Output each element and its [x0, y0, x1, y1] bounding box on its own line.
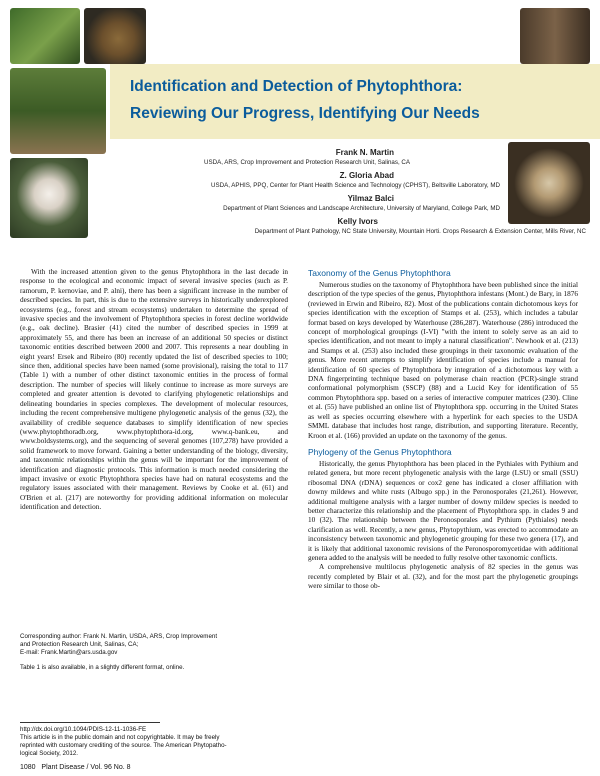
- public-domain-line-1: This article is in the public domain and not copyrightable. It may be freely: [20, 734, 220, 741]
- author-affiliation-3: Department of Plant Sciences and Landscape Architecture, University of Maryland, College Park, MD: [223, 205, 500, 212]
- leaf-lesion-photo: [10, 8, 80, 64]
- author-affiliation-2: USDA, APHIS, PPQ, Center for Plant Health Science and Technology (CPHST), Beltsville Laboratory, MD: [211, 182, 500, 189]
- correspondence-block: [20, 633, 288, 672]
- title-line-2: Reviewing Our Progress, Identifying Our Needs: [130, 105, 480, 122]
- author-affiliation-4: Department of Plant Pathology, NC State University, Mountain Horti. Crops Research & Extension Center, Mills River, NC: [254, 228, 586, 235]
- intro-paragraph: With the increased attention given to the genus Phytophthora in the last decade in response to the ecological and economic impact of several invasive species (such as P. ramorum, P. kernoviae, and P. alni), there has been a significant increase in the number of described species. In part, this is due to the extensive surveys in historically underexplored ecosystems (e.g., forest and stream ecosystems) undertaken to determine the spread of invasive species and the involvement of Phytophthora species in forest decline worldwide (e.g., oak decline). Brasier (41) cited the number of described species in 1999 at approximately 55, and there has been an increase of an additional 50 species or distinct taxonomic entities described between 2000 and 2007. This represents a near doubling in eight years! Ersek and Ribeiro (80) recently updated the list of described species to 100; since then, additional species have been named (some provisional), raising the total to 117 (Table 1) with a number of other distinct taxonomic entities in the process of formal description. The number of species will likely continue to increase as more surveys are completed and greater attention is devoted to clarifying phylogenetic relationships and delineating boundaries in species complexes. The development of molecular resources, including the recent comprehensive multigene phylogenetic analysis of the genus (32), the availability of credible sequence databases to simplify identification of new species (www.phytophthoradb.org, www.phytophthora-id.org, www.q-bank.eu, and www.boldsystems.org), and the sequencing of several genomes (107,278) have provided a solid framework to move forward. Gaining a better understanding of the biology, diversity, and taxonomic relationships within the genus will be important for the improvement of identification and diagnostic protocols. This information is much needed considering the impact invasive or exotic Phytophthora species have had on natural ecosystems and the regulatory issues associated with their management. Reviews by Cooke et al. (61) and O'Brien et al. (217) are noteworthy for providing additional information on molecular identification and detection.: [20, 268, 288, 512]
- left-column: [20, 268, 288, 513]
- fruit-rot-photo: [84, 8, 146, 64]
- author-name-1: Frank N. Martin: [335, 148, 394, 157]
- corresponding-author: Corresponding author: Frank N. Martin, USDA, ARS, Crop Improvement: [20, 633, 218, 640]
- corresponding-author-unit: and Protection Research Unit, Salinas, CA;: [20, 641, 139, 648]
- page-footer: 1080 Plant Disease / Vol. 96 No. 8: [20, 764, 131, 771]
- corresponding-email: E-mail: Frank.Martin@ars.usda.gov: [20, 649, 118, 656]
- phylogeny-paragraph-1: Historically, the genus Phytophthora has been placed in the Pythiales with Pythium and related genera, but more recent phylogenetic analysis with the large (LSU) or small (SSU) ribosomal DNA (rDNA) sequences or cox2 gene has indicated a closer affiliation with downy mildews and white rusts (Albugo spp.) in the Peronosporales (21,261). However, additional multigene analysis with a larger number of downy mildew species is needed to better characterize this relationship and the placement of Phytophthora spp. in clades 9 and 10 (32). The relationship between the Peronosporales and Pythium (Pythiales) needs clarification as well. Recently, a new genus, Phytopythium, was erected to accommodate an inconsistency between taxonomic and phylogenetic grouping for these two genera (17), and it is likely that additional taxonomic revisions of the Peronosporomycetidae with additional genera added to the analysis will be needed to fully resolve other taxonomic conflicts.: [308, 459, 578, 562]
- tree-trunk-photo: [520, 8, 590, 64]
- phylogeny-paragraph-2: A comprehensive multilocus phylogenetic analysis of 82 species in the genus was recently completed by Blair et al. (32), and for the most part the phylogenetic groupings were similar to those ob-: [308, 563, 578, 591]
- author-name-4: Kelly Ivors: [337, 217, 378, 226]
- title-line-1: Identification and Detection of Phytophthora:: [130, 78, 463, 95]
- author-name-2: Z. Gloria Abad: [339, 171, 394, 180]
- section-heading-taxonomy: Taxonomy of the Genus Phytophthora: [308, 268, 451, 278]
- title-band: [110, 64, 600, 139]
- copyright-block: [20, 726, 288, 758]
- doi-link[interactable]: http://dx.doi.org/10.1094/PDIS-12-11-1036-FE: [20, 726, 147, 733]
- section-heading-phylogeny: Phylogeny of the Genus Phytophthora: [308, 446, 452, 457]
- footnote-rule: [20, 722, 160, 723]
- table-note: Table 1 is also available, in a slightly different format, online.: [20, 664, 185, 671]
- public-domain-line-3: logical Society, 2012.: [20, 750, 79, 757]
- author-affiliation-1: USDA, ARS, Crop Improvement and Protection Research Unit, Salinas, CA: [204, 159, 410, 166]
- forest-decline-photo: [10, 68, 106, 154]
- article-header: [10, 8, 590, 266]
- sporangia-photo: [508, 142, 590, 224]
- public-domain-line-2: reprinted with customary crediting of the source. The American Phytopatho-: [20, 742, 227, 749]
- author-name-3: Yilmaz Balci: [347, 194, 394, 203]
- white-flower-photo: [10, 158, 88, 238]
- taxonomy-paragraph: Numerous studies on the taxonomy of Phytophthora have been published since the initial description of the type species of the genus, Phytophthora infestans (Mont.) de Bary, in 1876 (reviewed in Erwin and Ribeiro, 82). Most of the publications contain dichotomous keys for species identification with the exception of Stamps et al. (253), which includes a tabular format based on keys developed by Waterhouse (286,287). Waterhouse (286) introduced the concept of morphological groupings (I-VI) "with the intent to solely serve as an aid to species identification, and not meant to imply a natural classification". Newhook et al. (213) and Stamps et al. (253) also included these groupings in their taxonomic evaluation of the genus. More recent attempts to simplify identification of species include a manual for identification of 60 species of Phytophthora by integration of a dichotomous key with a DNA fingerprinting technique based on polymerase chain reaction (PCR)-single strand conformational polymorphism (SSCP) (88) and a Lucid Key for identification of 55 common Phytophthora spp. based on a series of interactive computer matrices (230). Cline et al. (55) have published an online list of Phytophthora spp. occurring in the United States as well as species occurring elsewhere with a hyperlink for each species to the USDA SMML database that includes host range, distribution, and supporting literature. Recently, Kroon et al. (166) provided an update on the taxonomy of the genus.: [308, 281, 578, 440]
- right-column: [308, 268, 578, 592]
